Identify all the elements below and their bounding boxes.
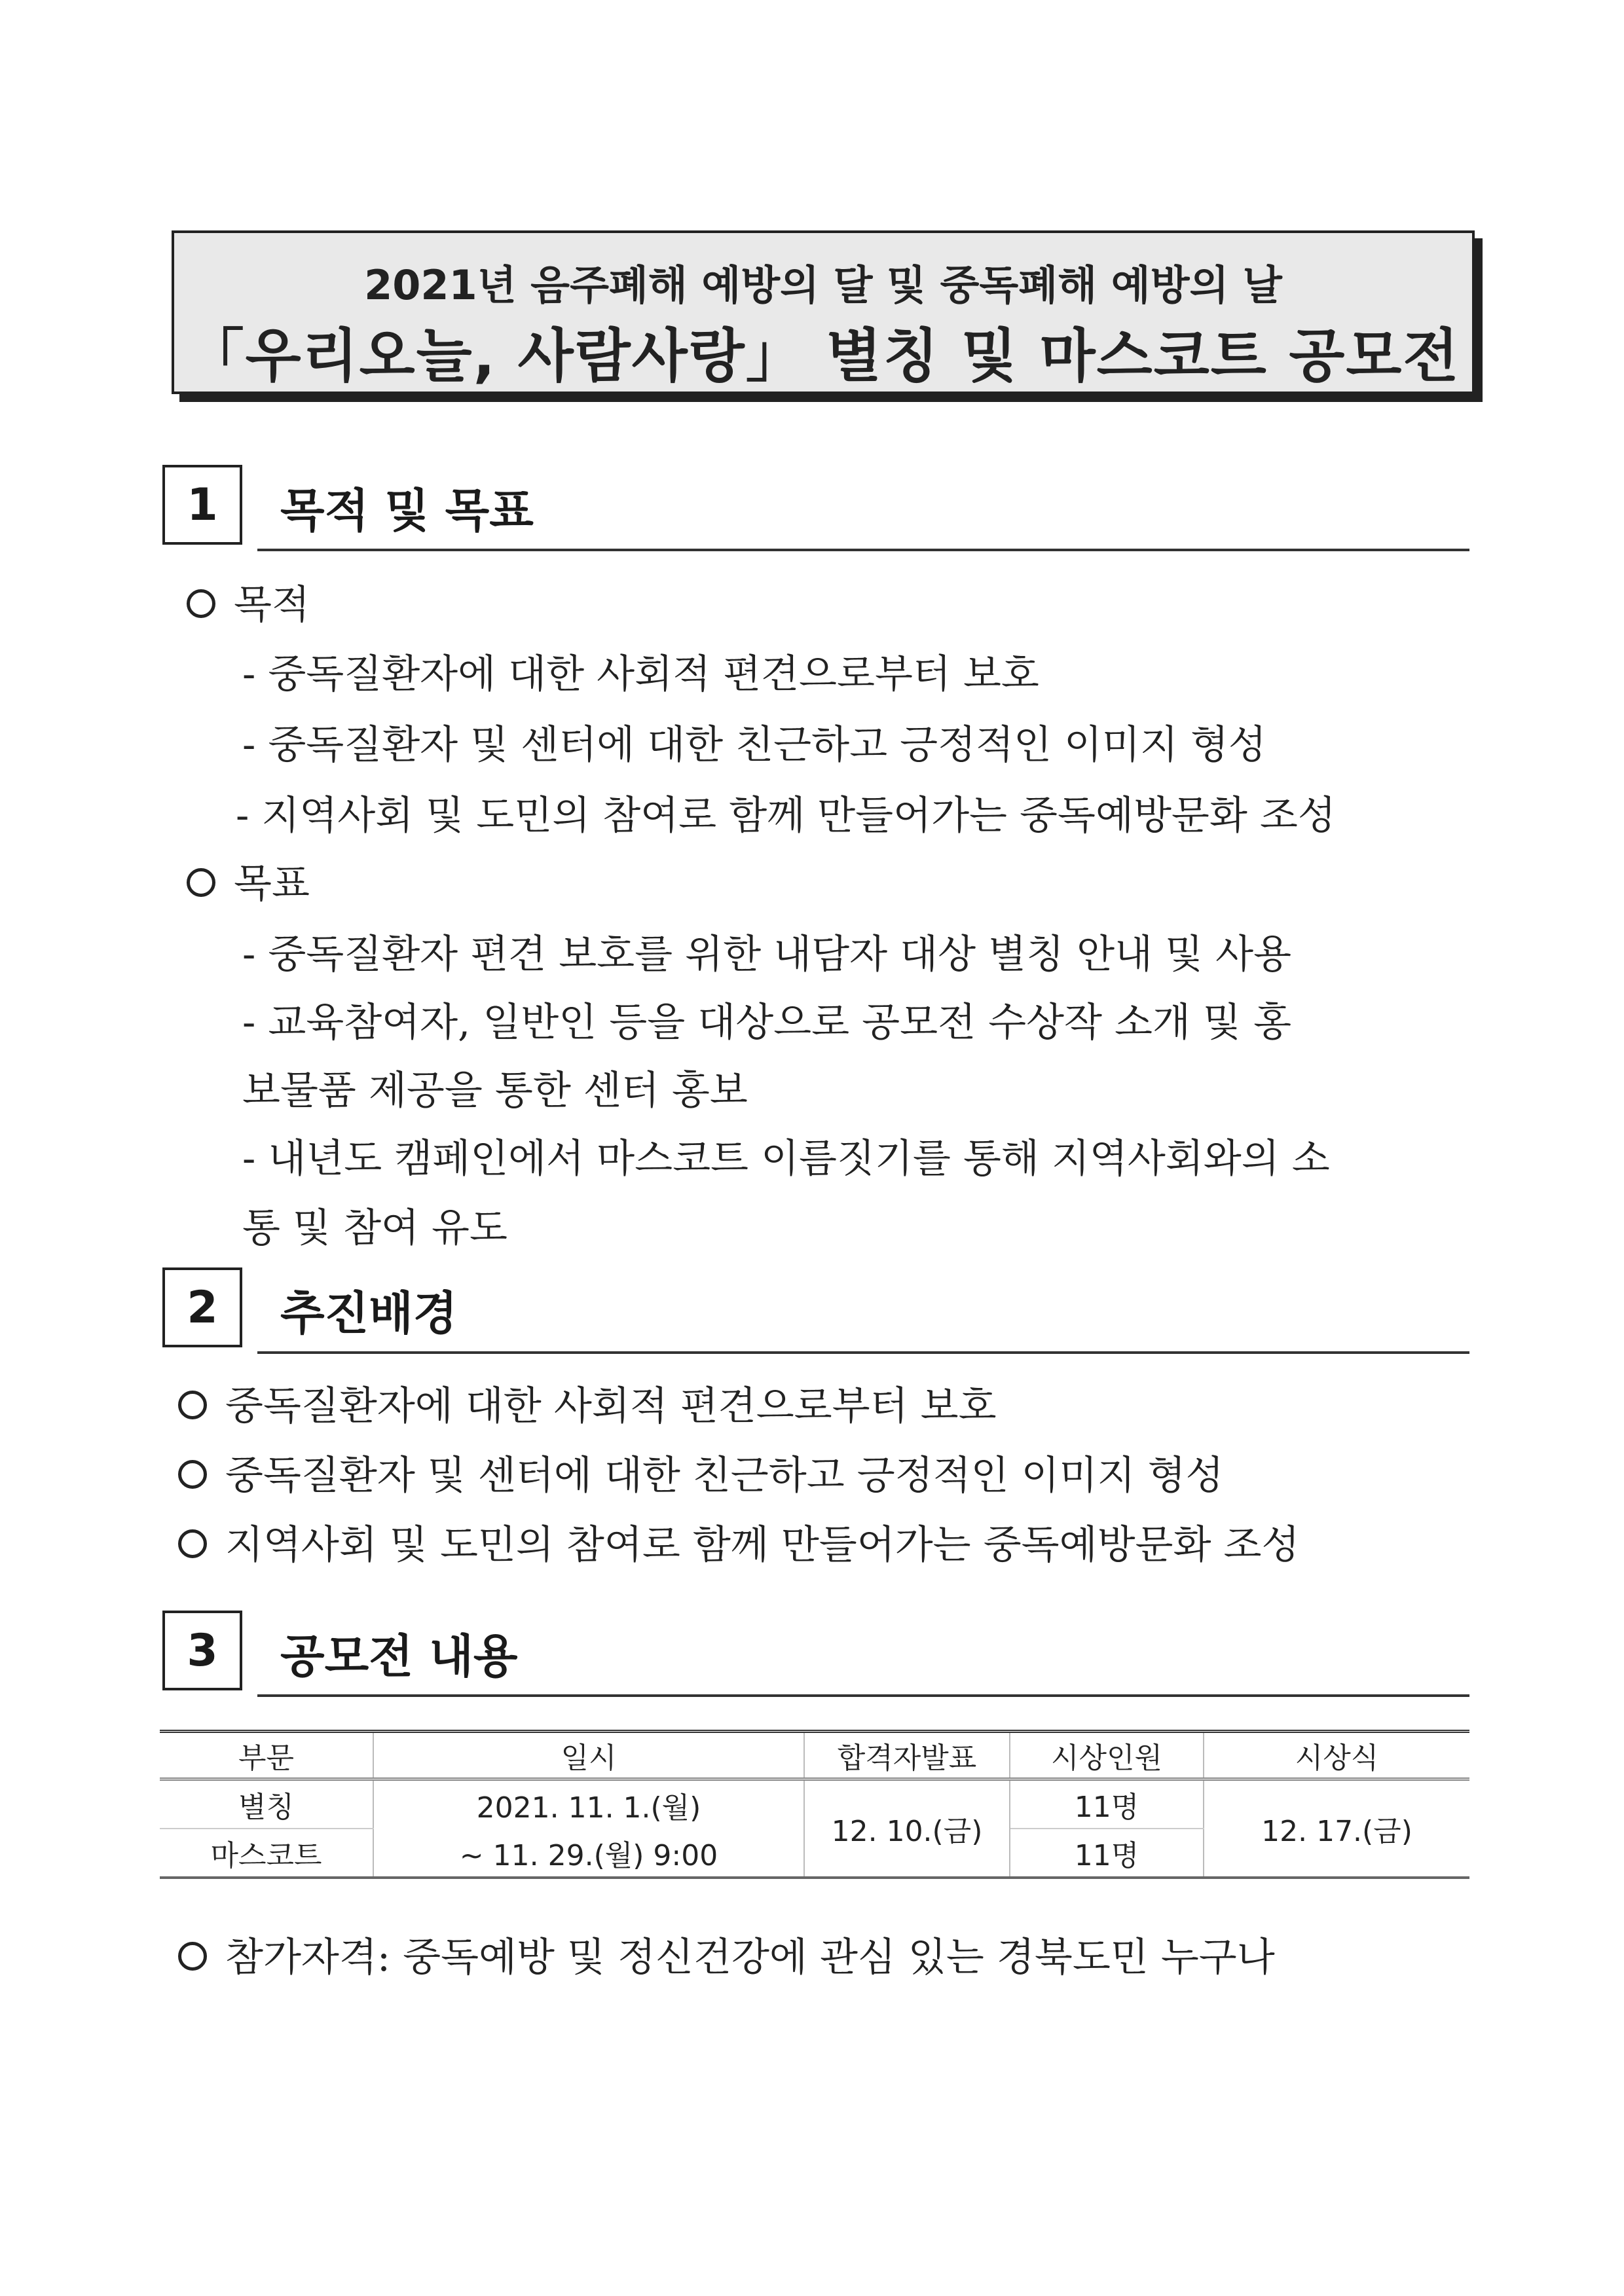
section-heading: 목적 및 목표 — [280, 484, 534, 538]
header-announce: 합격자발표 — [804, 1732, 1010, 1779]
cell-count: 11명 — [1010, 1779, 1204, 1829]
section-rule — [257, 1694, 1469, 1697]
title-line-2: 「우리오늘, 사람사랑」 별칭 및 마스코트 공모전 — [186, 322, 1460, 390]
circle-bullet-icon — [178, 1529, 207, 1558]
section-3-header — [162, 1611, 1469, 1702]
bullet-text: 중독질환자에 대한 사회적 편견으로부터 보호 — [225, 1383, 997, 1429]
bullet-purpose — [187, 574, 310, 630]
cell-date: 2021. 11. 1.(월) — [373, 1779, 804, 1829]
section-2-header — [162, 1267, 1469, 1359]
list-item: - 중독질환자 및 센터에 대한 친근하고 긍정적인 이미지 형성 — [242, 722, 1266, 768]
title-line-1: 2021년 음주폐해 예방의 달 및 중독폐해 예방의 날 — [364, 261, 1282, 309]
list-item: - 중독질환자에 대한 사회적 편견으로부터 보호 — [242, 651, 1039, 697]
cell-ceremony: 12. 17.(금) — [1204, 1779, 1469, 1878]
circle-bullet-icon — [187, 868, 215, 897]
list-item: 보물품 제공을 통한 센터 홍보 — [242, 1068, 748, 1114]
circle-bullet-icon — [178, 1460, 207, 1489]
section-rule — [257, 549, 1469, 551]
section-heading: 공모전 내용 — [280, 1630, 518, 1683]
eligibility-text: 참가자격: 중독예방 및 정신건강에 관심 있는 경북도민 누구나 — [225, 1935, 1275, 1980]
section-number: 2 — [162, 1267, 242, 1347]
list-item: - 지역사회 및 도민의 참여로 함께 만들어가는 중독예방문화 조성 — [236, 793, 1336, 839]
bullet-text: 지역사회 및 도민의 참여로 함께 만들어가는 중독예방문화 조성 — [225, 1522, 1300, 1568]
circle-bullet-icon — [178, 1391, 207, 1419]
cell-date: ~ 11. 29.(월) 9:00 — [373, 1829, 804, 1878]
section-number: 1 — [162, 465, 242, 545]
section-number: 3 — [162, 1611, 242, 1690]
cell-category: 별칭 — [160, 1779, 373, 1829]
list-item: - 교육참여자, 일반인 등을 대상으로 공모전 수상작 소개 및 홍 — [242, 1000, 1292, 1046]
circle-bullet-icon — [187, 589, 215, 618]
section-heading: 추진배경 — [280, 1286, 458, 1340]
list-item: 통 및 참여 유도 — [242, 1205, 507, 1251]
header-winners: 시상인원 — [1010, 1732, 1204, 1779]
header-ceremony: 시상식 — [1204, 1732, 1469, 1779]
group-label: 목표 — [234, 861, 310, 907]
bullet-item — [178, 1444, 1224, 1501]
cell-count: 11명 — [1010, 1829, 1204, 1878]
bullet-item — [178, 1514, 1299, 1570]
header-date: 일시 — [373, 1732, 804, 1779]
circle-bullet-icon — [178, 1942, 207, 1971]
list-item: - 중독질환자 편견 보호를 위한 내담자 대상 별칭 안내 및 사용 — [242, 932, 1292, 977]
list-item: - 내년도 캠페인에서 마스코트 이름짓기를 통해 지역사회와의 소 — [242, 1136, 1330, 1182]
bullet-text: 중독질환자 및 센터에 대한 친근하고 긍정적인 이미지 형성 — [225, 1453, 1224, 1499]
bullet-goal — [187, 852, 310, 909]
section-1-header — [162, 465, 1469, 556]
bullet-item — [178, 1375, 997, 1431]
contest-info-table — [160, 1730, 1469, 1879]
group-label: 목적 — [234, 582, 310, 628]
section-rule — [257, 1351, 1469, 1354]
cell-category: 마스코트 — [160, 1829, 373, 1878]
cell-announce: 12. 10.(금) — [804, 1779, 1010, 1878]
eligibility — [178, 1926, 1275, 1982]
header-category: 부문 — [160, 1732, 373, 1779]
title-box — [172, 230, 1475, 394]
